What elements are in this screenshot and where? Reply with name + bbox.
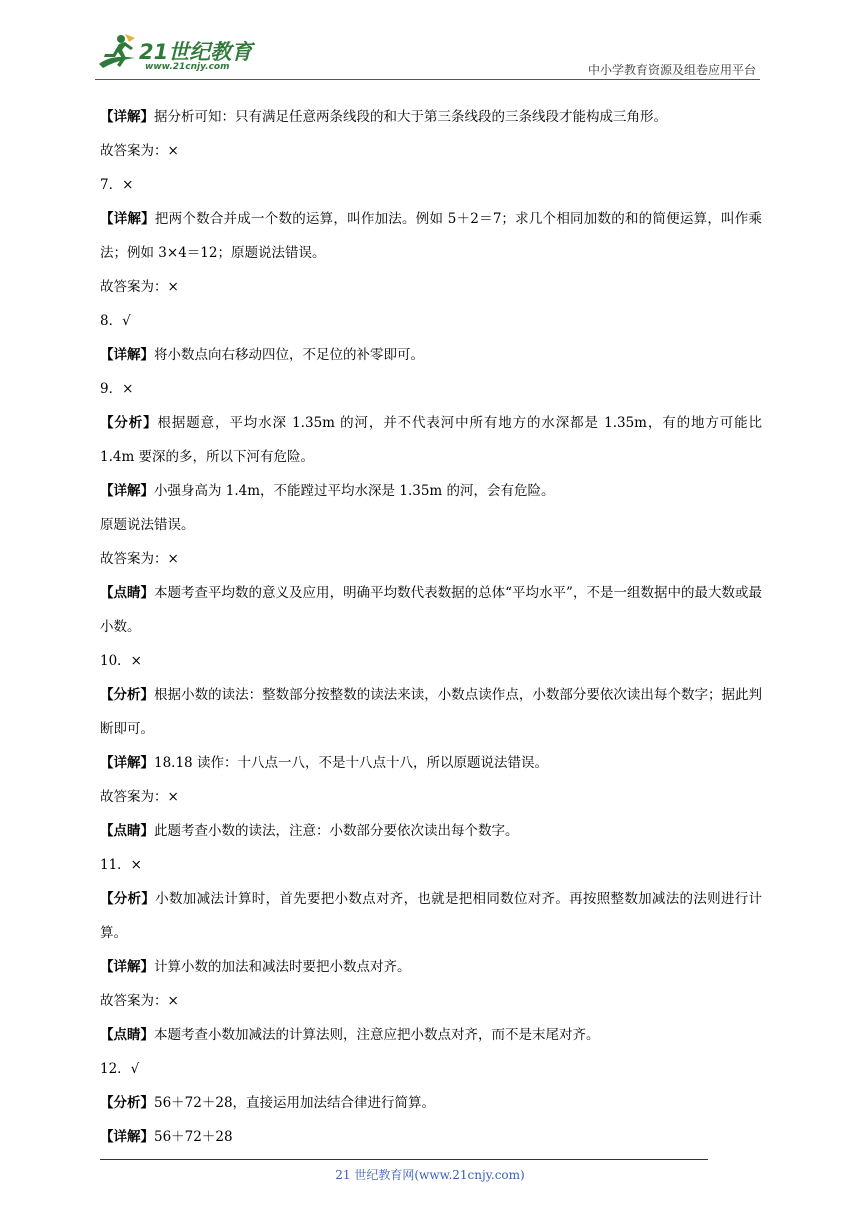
header-divider <box>95 79 760 80</box>
text-line <box>100 984 762 1018</box>
section-tag: 【详解】 <box>100 755 154 771</box>
text-line <box>100 100 762 134</box>
line-text: 7．× <box>100 177 134 193</box>
line-text: 故答案为：× <box>100 551 179 567</box>
section-tag: 【分析】 <box>100 1095 154 1111</box>
text-line <box>100 882 762 950</box>
page-header <box>95 30 760 80</box>
text-line <box>100 814 762 848</box>
line-text: 故答案为：× <box>100 143 179 159</box>
line-text: 本题考查小数加减法的计算法则，注意应把小数点对齐，而不是末尾对齐。 <box>154 1027 600 1043</box>
line-text: 故答案为：× <box>100 789 179 805</box>
text-line <box>100 134 762 168</box>
line-text: 根据题意，平均水深 1.35m 的河，并不代表河中所有地方的水深都是 1.35m，有的地方可能比 1.4m 要深的多，所以下河有危险。 <box>100 415 762 465</box>
site-logo <box>95 30 265 78</box>
text-line <box>100 542 762 576</box>
text-line <box>100 202 762 270</box>
line-text: 将小数点向右移动四位，不足位的补零即可。 <box>154 347 424 363</box>
text-line <box>100 576 762 644</box>
section-tag: 【详解】 <box>100 483 154 499</box>
section-tag: 【详解】 <box>100 109 154 125</box>
question-number <box>100 168 762 202</box>
text-line <box>100 1086 762 1120</box>
text-line <box>100 474 762 508</box>
footer-divider <box>100 1159 708 1160</box>
line-text: 8．√ <box>100 313 131 329</box>
text-line <box>100 270 762 304</box>
line-text: 小强身高为 1.4m，不能蹚过平均水深是 1.35m 的河，会有危险。 <box>154 483 555 499</box>
section-tag: 【详解】 <box>100 959 154 975</box>
question-number <box>100 372 762 406</box>
line-text: 原题说法错误。 <box>100 517 195 533</box>
section-tag: 【分析】 <box>100 891 156 907</box>
section-tag: 【详解】 <box>100 211 155 227</box>
section-tag: 【详解】 <box>100 1129 154 1145</box>
question-number <box>100 848 762 882</box>
text-line <box>100 780 762 814</box>
question-number <box>100 644 762 678</box>
line-text: 根据小数的读法：整数部分按整数的读法来读，小数点读作点，小数部分要依次读出每个数字；据此判断即可。 <box>100 687 763 737</box>
section-tag: 【点睛】 <box>100 585 155 601</box>
section-tag: 【点睛】 <box>100 1027 154 1043</box>
question-number <box>100 1052 762 1086</box>
section-tag: 【分析】 <box>100 415 158 431</box>
logo-text: 21世纪教育 <box>139 40 253 64</box>
section-tag: 【点睛】 <box>100 823 154 839</box>
line-text: 18.18 读作：十八点一八，不是十八点十八，所以原题说法错误。 <box>154 755 548 771</box>
line-text: 56＋72＋28，直接运用加法结合律进行简算。 <box>154 1095 436 1111</box>
line-text: 此题考查小数的读法，注意：小数部分要依次读出每个数字。 <box>154 823 519 839</box>
section-tag: 【分析】 <box>100 687 155 703</box>
line-text: 小数加减法计算时，首先要把小数点对齐，也就是把相同数位对齐。再按照整数加减法的法则进行计算。 <box>100 891 763 941</box>
text-line <box>100 508 762 542</box>
line-text: 10．× <box>100 653 142 669</box>
line-text: 故答案为：× <box>100 993 179 1009</box>
document-body <box>100 100 762 1154</box>
text-line <box>100 1018 762 1052</box>
text-line <box>100 746 762 780</box>
text-line <box>100 1120 762 1154</box>
platform-name: 中小学教育资源及组卷应用平台 <box>587 63 756 77</box>
question-number <box>100 304 762 338</box>
line-text: 把两个数合并成一个数的运算，叫作加法。例如 5＋2＝7；求几个相同加数的和的简便运算，叫作乘法；例如 3×4＝12；原题说法错误。 <box>100 211 763 261</box>
text-line <box>100 950 762 984</box>
line-text: 本题考查平均数的意义及应用，明确平均数代表数据的总体“平均水平”，不是一组数据中的最大数或最小数。 <box>100 585 762 635</box>
runner-icon <box>95 32 139 76</box>
line-text: 56＋72＋28 <box>154 1129 233 1145</box>
logo-url: www.21cnjy.com <box>145 62 230 72</box>
page-footer <box>0 1166 860 1183</box>
line-text: 故答案为：× <box>100 279 179 295</box>
text-line <box>100 678 762 746</box>
line-text: 12．√ <box>100 1061 140 1077</box>
footer-link[interactable]: 21 世纪教育网(www.21cnjy.com) <box>335 1168 525 1182</box>
line-text: 9．× <box>100 381 134 397</box>
section-tag: 【详解】 <box>100 347 154 363</box>
text-line <box>100 406 762 474</box>
text-line <box>100 338 762 372</box>
line-text: 据分析可知：只有满足任意两条线段的和大于第三条线段的三条线段才能构成三角形。 <box>154 109 667 125</box>
line-text: 11．× <box>100 857 142 873</box>
line-text: 计算小数的加法和减法时要把小数点对齐。 <box>154 959 411 975</box>
